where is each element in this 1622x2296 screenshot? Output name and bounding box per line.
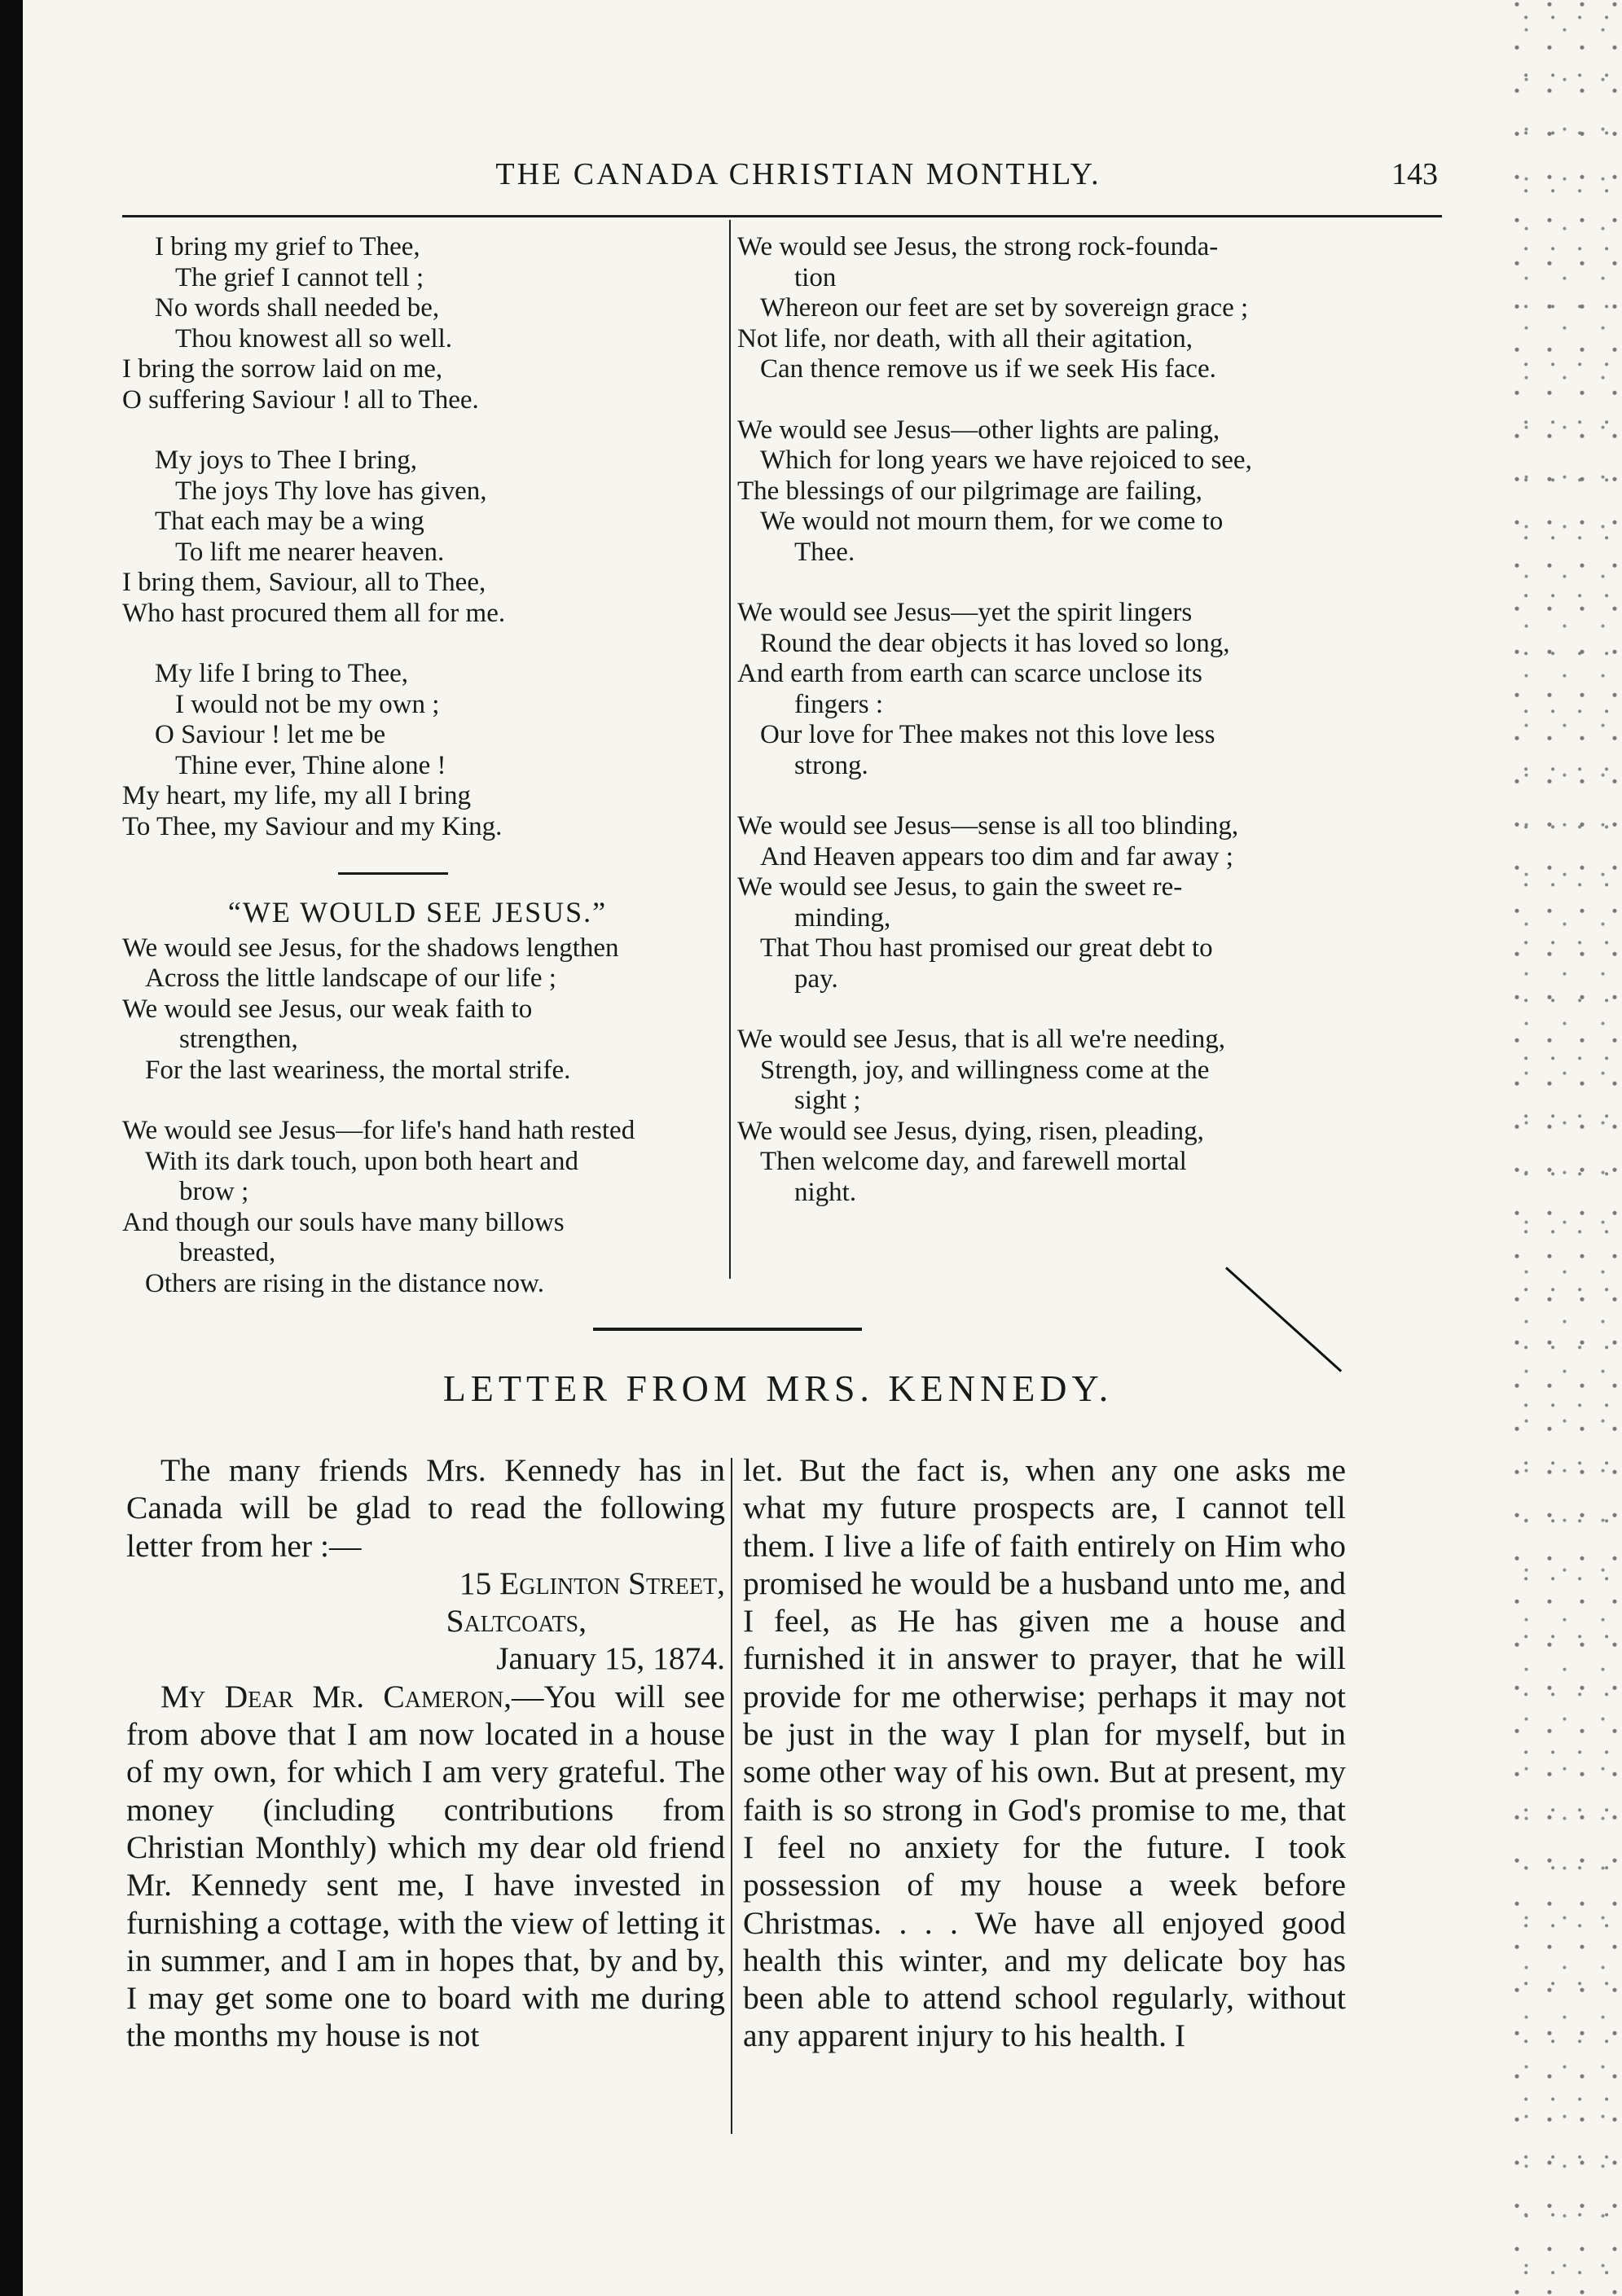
poem-line: We would see Jesus, our weak faith to [122,994,533,1024]
poem-divider [338,872,448,875]
stanza [122,933,713,1087]
stanza [122,232,713,415]
poem-line: Thee. [794,537,855,567]
running-header [159,156,1438,205]
poem-line: And Heaven appears too dim and far away ; [760,841,1233,871]
poem-i-bring [122,232,713,842]
poem-line: We would see Jesus—yet the spirit lingers [737,598,1193,627]
poem-line: O suffering Saviour ! all to Thee. [122,384,479,415]
poem-line: minding, [794,902,891,933]
poem-line: O Saviour ! let me be [155,720,386,749]
page-edge-speckle [1507,0,1622,2296]
poem-line: To lift me nearer heaven. [175,537,445,567]
letter-title: LETTER FROM MRS. KENNEDY. [442,1368,1114,1409]
poem-line: The blessings of our pilgrimage are failing, [737,476,1202,506]
letter-right-column [743,1451,1346,2055]
poem-line: My heart, my life, my all I bring [122,781,471,810]
right-poem-column [737,232,1356,1238]
header-rule [122,215,1442,217]
poem-line: Thou knowest all so well. [175,323,453,353]
column-divider-top [729,220,731,1279]
poem-line: My life I bring to Thee, [155,659,408,688]
poem-title-we-would-see-jesus: “WE WOULD SEE JESUS.” [227,896,608,928]
poem-line: That each may be a wing [155,507,424,536]
stanza [122,446,713,629]
poem-line: Others are rising in the distance now. [145,1268,544,1298]
poem-line: We would not mourn them, for we come to [760,507,1224,536]
letter-body-right: let. But the fact is, when any one asks me what my future prospects are, I cannot tell them. I live a life of faith entirely on Him who promised he would be a husband unto me, and I feel, as He has given me a house and furnished it in answer to prayer, that he will provide for me otherwise; perhaps it may not be just in the way I plan for myself, but in some other way of his own. But at present, my faith is so strong in God's promise to me, that I feel no anxiety for the future. I took possession of my house a week before Christmas. . . . We have all enjoyed good health this winter, and my delicate boy has been able to attend school regularly, without any apparent injury to his health. I [743,1452,1346,2054]
poem-line: We would see Jesus, to gain the sweet re- [737,872,1183,902]
left-poem-column [122,232,713,1329]
poem-line: Across the little landscape of our life ; [145,964,556,993]
poem-line: night. [794,1177,857,1207]
poem-line: sight ; [794,1086,861,1115]
letter-address-town: Saltcoats, [446,1603,587,1640]
poem-line: Then welcome day, and farewell mortal [760,1147,1187,1176]
poem-line: My joys to Thee I bring, [155,446,418,475]
column-divider-bottom [731,1458,732,2134]
poem-line: I bring the sorrow laid on me, [122,354,443,384]
poem-line: I bring my grief to Thee, [155,232,420,261]
poem-line: I bring them, Saviour, all to Thee, [122,568,486,597]
poem-we-would-see-jesus-left [122,933,713,1300]
poem-line: The grief I cannot tell ; [175,262,424,292]
poem-line: For the last weariness, the mortal strife. [145,1055,571,1085]
poem-line: We would see Jesus, that is all we're needing, [737,1025,1225,1054]
stanza [122,1116,713,1299]
poem-line: Which for long years we have rejoiced to see, [760,446,1252,475]
poem-line: And though our souls have many billows [122,1207,565,1237]
poem-line: We would see Jesus—other lights are paling, [737,415,1220,445]
poem-line: brow ; [179,1177,249,1206]
poem-line: Strength, joy, and willingness come at the [760,1055,1210,1085]
poem-line: Who hast procured them all for me. [122,598,506,628]
poem-line: We would see Jesus, dying, risen, pleading, [737,1116,1204,1146]
poem-line: We would see Jesus—for life's hand hath rested [122,1116,635,1145]
letter-body-left-text: —You will see from above that I am now located in a house of my own, for which I am very grateful. The money (including contributions from Christian Monthly) which my dear old friend Mr. Kennedy sent me, I have invested in furnishing a cottage, with the view of letting it in summer, and I am in hopes that, by and by, I may get some one to board with me during the months my house is not [126,1678,725,2054]
poem-line: tion [794,262,837,292]
poem-line: Not life, nor death, with all their agitation, [737,323,1193,353]
stanza [737,415,1356,569]
poem-line: I would not be my own ; [175,689,440,719]
poem-line: fingers : [794,689,884,719]
poem-line: We would see Jesus—sense is all too blinding, [737,811,1239,841]
letter-left-column [126,1451,725,2055]
poem-line: Thine ever, Thine alone ! [175,750,446,780]
letter-date: January 15, 1874. [496,1640,725,1677]
stanza [737,811,1356,994]
poem-line: We would see Jesus, the strong rock-founda- [737,232,1219,261]
stanza [737,1025,1356,1208]
letter-salutation: My Dear Mr. Cameron, [160,1678,512,1714]
section-rule [593,1328,862,1331]
stanza [737,232,1356,385]
poem-line: Can thence remove us if we seek His face. [760,354,1216,384]
poem-we-would-see-jesus-right [737,232,1356,1208]
page-number: 143 [1391,157,1438,191]
stanza [737,598,1356,781]
poem-line: Our love for Thee makes not this love less [760,720,1215,749]
poem-line: That Thou hast promised our great debt to [760,933,1213,963]
poem-line: With its dark touch, upon both heart and [145,1146,579,1176]
header-title: THE CANADA CHRISTIAN MONTHLY. [495,157,1101,191]
poem-line: breasted, [179,1238,276,1267]
poem-line: We would see Jesus, for the shadows lengthen [122,933,619,963]
letter-intro: The many friends Mrs. Kennedy has in Canada will be glad to read the following letter from her :— [126,1452,725,1564]
pen-mark [1225,1267,1342,1372]
poem-line: Whereon our feet are set by sovereign grace ; [760,293,1249,323]
poem-line: Round the dear objects it has loved so long, [760,628,1230,658]
poem-line: pay. [794,964,838,994]
poem-line: The joys Thy love has given, [175,476,487,506]
poem-line: strengthen, [179,1025,298,1054]
stanza [122,659,713,842]
poem-line: strong. [794,750,868,780]
poem-line: To Thee, my Saviour and my King. [122,811,503,841]
book-spine-shadow [0,0,23,2296]
poem-line: And earth from earth can scarce unclose its [737,659,1202,688]
poem-line: No words shall needed be, [155,293,440,323]
letter-address-street: 15 Eglinton Street, [459,1565,725,1601]
letter-body-left [126,1678,725,2055]
